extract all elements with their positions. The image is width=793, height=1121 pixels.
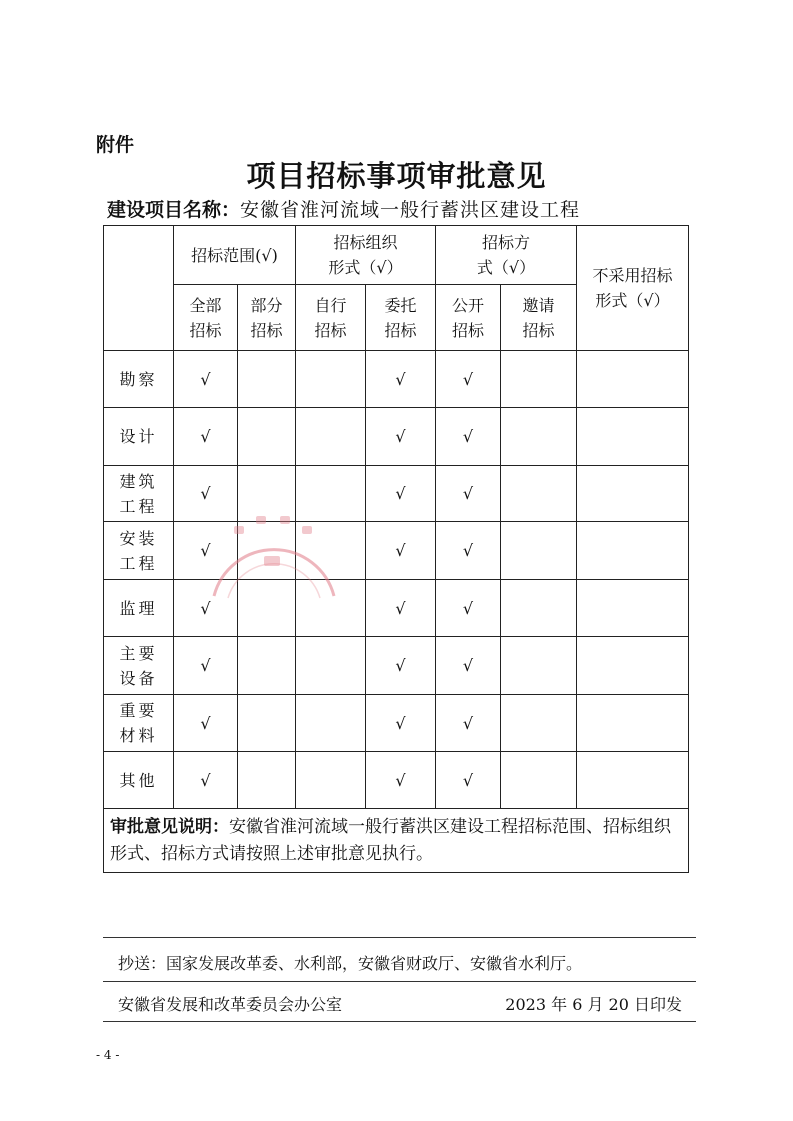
- cell-invited: [501, 580, 577, 637]
- cell-no-bidding: [577, 752, 689, 809]
- table-row: [104, 752, 689, 809]
- cell-invited: [501, 695, 577, 752]
- cell-self: [296, 752, 366, 809]
- cell-invited: [501, 351, 577, 408]
- table-row: [104, 408, 689, 466]
- cell-partial: [238, 466, 296, 522]
- footer-rule-top: [103, 937, 696, 938]
- table-row: [104, 580, 689, 637]
- cell-self: [296, 522, 366, 580]
- table-row: [104, 695, 689, 752]
- header-row-1: [104, 226, 689, 285]
- attachment-label: 附件: [96, 134, 135, 156]
- corner-cell: [104, 226, 174, 351]
- header-entrusted: 委托招标: [366, 285, 436, 351]
- approval-note-label: 审批意见说明：: [110, 816, 229, 837]
- cell-partial: [238, 522, 296, 580]
- cell-full: √: [174, 695, 238, 752]
- cell-full: √: [174, 752, 238, 809]
- cell-full: √: [174, 580, 238, 637]
- cell-self: [296, 466, 366, 522]
- cell-self: [296, 408, 366, 466]
- document-title: 项目招标事项审批意见: [246, 159, 547, 193]
- table-row: [104, 351, 689, 408]
- cell-invited: [501, 637, 577, 695]
- cell-self: [296, 351, 366, 408]
- row-category: 建筑工程: [104, 466, 174, 522]
- header-open: 公开招标: [436, 285, 501, 351]
- cell-entrusted: √: [366, 408, 436, 466]
- row-category: 其他: [104, 752, 174, 809]
- cell-entrusted: √: [366, 695, 436, 752]
- cell-no-bidding: [577, 466, 689, 522]
- row-category: 勘察: [104, 351, 174, 408]
- footer-rule-middle: [103, 981, 696, 982]
- cell-open: √: [436, 752, 501, 809]
- header-method: 招标方式（√）: [436, 226, 577, 285]
- cell-invited: [501, 408, 577, 466]
- cell-open: √: [436, 637, 501, 695]
- row-category: 重要材料: [104, 695, 174, 752]
- cell-open: √: [436, 351, 501, 408]
- cell-open: √: [436, 580, 501, 637]
- cell-no-bidding: [577, 695, 689, 752]
- page-number: - 4 -: [96, 1048, 120, 1062]
- cc-line: 抄送：国家发展改革委、水利部，安徽省财政厅、安徽省水利厅。: [118, 954, 583, 973]
- cell-open: √: [436, 695, 501, 752]
- cell-invited: [501, 522, 577, 580]
- approval-note: [104, 809, 689, 873]
- project-name-value: 安徽省淮河流域一般行蓄洪区建设工程: [240, 199, 581, 221]
- table-row: [104, 637, 689, 695]
- cell-self: [296, 580, 366, 637]
- row-category: 设计: [104, 408, 174, 466]
- cell-partial: [238, 351, 296, 408]
- header-partial: 部分招标: [238, 285, 296, 351]
- table-row: [104, 466, 689, 522]
- cell-partial: [238, 752, 296, 809]
- header-self: 自行招标: [296, 285, 366, 351]
- cell-entrusted: √: [366, 522, 436, 580]
- cell-no-bidding: [577, 637, 689, 695]
- header-full: 全部招标: [174, 285, 238, 351]
- approval-table-body: [104, 226, 689, 873]
- cell-full: √: [174, 466, 238, 522]
- cell-entrusted: √: [366, 752, 436, 809]
- header-invited: 邀请招标: [501, 285, 577, 351]
- cell-full: √: [174, 351, 238, 408]
- cell-self: [296, 695, 366, 752]
- cell-entrusted: √: [366, 466, 436, 522]
- header-scope: 招标范围(√): [174, 226, 296, 285]
- cell-partial: [238, 637, 296, 695]
- cell-partial: [238, 580, 296, 637]
- row-category: 监理: [104, 580, 174, 637]
- cell-entrusted: √: [366, 580, 436, 637]
- header-no-bidding: 不采用招标形式（√）: [577, 226, 689, 351]
- cell-entrusted: √: [366, 637, 436, 695]
- approval-note-text: 安徽省淮河流域一般行蓄洪区建设工程招标范围、招标组织形式、招标方式请按照上述审批意见执行。: [110, 816, 671, 864]
- cell-full: √: [174, 637, 238, 695]
- approval-note-row: [104, 809, 689, 873]
- cell-no-bidding: [577, 408, 689, 466]
- cell-entrusted: √: [366, 351, 436, 408]
- project-name-line: [107, 195, 580, 222]
- cell-no-bidding: [577, 580, 689, 637]
- issuing-office: 安徽省发展和改革委员会办公室: [118, 995, 343, 1014]
- cell-invited: [501, 752, 577, 809]
- approval-table: [103, 225, 689, 873]
- cell-full: √: [174, 522, 238, 580]
- row-category: 主要设备: [104, 637, 174, 695]
- cell-partial: [238, 408, 296, 466]
- cell-full: √: [174, 408, 238, 466]
- issue-date: 2023 年 6 月 20 日印发: [505, 995, 682, 1014]
- cell-partial: [238, 695, 296, 752]
- cell-self: [296, 637, 366, 695]
- cell-no-bidding: [577, 351, 689, 408]
- row-category: 安装工程: [104, 522, 174, 580]
- header-organization: 招标组织形式（√）: [296, 226, 436, 285]
- cell-no-bidding: [577, 522, 689, 580]
- project-name-label: 建设项目名称：: [107, 199, 241, 221]
- cell-open: √: [436, 522, 501, 580]
- cell-open: √: [436, 466, 501, 522]
- cell-open: √: [436, 408, 501, 466]
- footer-rule-bottom: [103, 1021, 696, 1022]
- table-row: [104, 522, 689, 580]
- cell-invited: [501, 466, 577, 522]
